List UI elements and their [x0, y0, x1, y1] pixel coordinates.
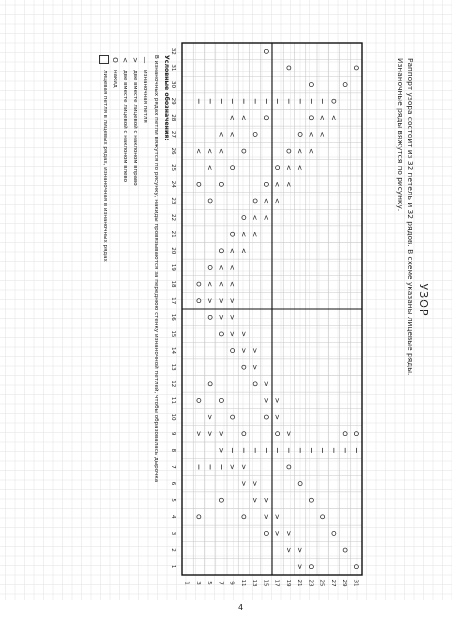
stitch-number: 26 — [170, 147, 176, 155]
left-decrease-mark: < — [228, 247, 237, 254]
yarn-over-mark — [253, 199, 257, 203]
stitch-number: 10 — [170, 413, 176, 421]
yarn-over-mark — [343, 548, 347, 552]
stitch-number: 6 — [170, 481, 176, 486]
right-decrease-mark: > — [295, 563, 304, 570]
yarn-over-mark — [309, 83, 313, 87]
stitch-number: 22 — [170, 214, 176, 222]
yarn-over-mark — [242, 149, 246, 153]
stitch-number: 27 — [170, 130, 176, 138]
right-decrease-mark: > — [239, 480, 248, 487]
stitch-number: 30 — [170, 81, 176, 89]
right-decrease-mark: > — [205, 297, 214, 304]
left-decrease-mark: < — [250, 214, 259, 221]
right-decrease-mark: > — [228, 297, 237, 304]
stitch-number: 2 — [170, 548, 176, 552]
row-number: 5 — [206, 581, 213, 585]
left-decrease-mark: < — [318, 131, 327, 138]
stitch-number: 14 — [170, 347, 176, 355]
left-decrease-mark: < — [228, 131, 237, 138]
right-decrease-mark: > — [273, 397, 282, 404]
left-decrease-mark: < — [216, 281, 225, 287]
right-decrease-mark: > — [273, 513, 282, 520]
right-decrease-mark: > — [239, 331, 248, 337]
stitch-number: 13 — [170, 363, 176, 371]
row-number: 29 — [341, 579, 348, 587]
yarn-over-mark — [208, 199, 212, 203]
right-decrease-mark: > — [216, 314, 225, 321]
left-decrease-mark: < — [273, 198, 282, 204]
left-decrease-mark: < — [284, 181, 293, 188]
row-number: 25 — [318, 579, 325, 587]
row-number: 3 — [194, 581, 201, 585]
legend-note: В изнаночных рядах петли вяжутся по рисунку, накиды провязываются за переднюю стенку изнаночной петлей, чтобы образовалась дырочка — [153, 55, 159, 483]
legend-yarn-over-label: накид — [112, 70, 118, 88]
right-decrease-mark: > — [194, 430, 203, 437]
row-number: 7 — [217, 581, 224, 585]
stitch-number: 24 — [170, 180, 176, 188]
left-decrease-mark: < — [205, 164, 214, 171]
left-decrease-mark: < — [205, 148, 214, 154]
right-decrease-mark: > — [250, 347, 259, 354]
row-number: 31 — [352, 579, 359, 587]
left-decrease-mark: < — [306, 131, 315, 138]
yarn-over-mark — [343, 83, 347, 87]
stitch-number: 19 — [170, 263, 176, 271]
right-decrease-mark: > — [284, 530, 293, 537]
stitch-number: 20 — [170, 247, 176, 255]
row-number: 19 — [284, 579, 291, 587]
stitch-number: 16 — [170, 313, 176, 321]
legend-right-decrease-label: две вместе лицевой с наклоном вправо — [132, 70, 138, 186]
right-decrease-mark: > — [273, 414, 282, 420]
left-decrease-mark: < — [239, 231, 248, 238]
row-number: 1 — [183, 581, 190, 585]
yarn-over-mark — [354, 66, 358, 70]
legend-purl-symbol: — — [141, 56, 149, 64]
yarn-over-mark — [242, 216, 246, 220]
legend-left-decrease-label: две вместе лицевой с наклоном влево — [122, 70, 128, 183]
stitch-number: 7 — [170, 465, 176, 469]
yarn-over-mark — [197, 398, 201, 402]
row-number: 9 — [228, 581, 235, 585]
stitch-number: 31 — [170, 64, 176, 72]
stitch-number: 11 — [170, 396, 176, 404]
yarn-over-mark — [197, 282, 201, 286]
right-decrease-mark: > — [216, 447, 225, 454]
right-decrease-mark: > — [261, 497, 270, 504]
yarn-over-mark — [253, 132, 257, 136]
left-decrease-mark: < — [194, 148, 203, 154]
page-title: УЗОР — [417, 283, 430, 317]
left-decrease-mark: < — [239, 114, 248, 121]
left-decrease-mark: < — [261, 214, 270, 221]
right-decrease-mark: > — [261, 513, 270, 520]
left-decrease-mark: < — [216, 148, 225, 154]
yarn-over-mark — [264, 531, 268, 535]
yarn-over-mark — [264, 415, 268, 419]
legend-purl-label: изнаночная петля — [142, 70, 148, 123]
left-decrease-mark: < — [295, 148, 304, 154]
right-decrease-mark: > — [295, 547, 304, 553]
right-decrease-mark: > — [261, 397, 270, 404]
right-decrease-mark: > — [228, 331, 237, 337]
right-decrease-mark: > — [239, 464, 248, 470]
stitch-number: 21 — [170, 230, 176, 238]
left-decrease-mark: < — [306, 148, 315, 154]
legend-knit-symbol — [99, 55, 109, 64]
right-decrease-mark: > — [261, 380, 270, 387]
yarn-over-mark — [332, 531, 336, 535]
row-number: 27 — [329, 579, 336, 587]
stitch-number: 15 — [170, 330, 176, 338]
stitch-number: 9 — [170, 431, 176, 436]
right-decrease-mark: > — [239, 347, 248, 354]
stitch-number: 3 — [170, 531, 176, 536]
right-decrease-mark: > — [284, 430, 293, 437]
stitch-number: 8 — [170, 448, 176, 453]
row-number: 13 — [251, 579, 258, 587]
left-decrease-mark: < — [228, 114, 237, 121]
left-decrease-mark: < — [216, 131, 225, 138]
left-decrease-mark: < — [250, 231, 259, 238]
stitch-number: 1 — [170, 564, 176, 569]
stitch-number: 23 — [170, 197, 176, 205]
left-decrease-mark: < — [228, 264, 237, 271]
stitch-number: 32 — [170, 47, 176, 55]
stitch-number: 4 — [170, 515, 176, 519]
right-decrease-mark: > — [205, 430, 214, 437]
stitch-number: 5 — [170, 498, 176, 502]
intro-line-1: Раппорт узора состоит из 32 петель и 32 рядов. В схеме указаны лицевые ряды. — [406, 58, 415, 376]
stitch-number: 18 — [170, 280, 176, 288]
row-number: 15 — [262, 579, 269, 587]
right-decrease-mark: > — [216, 430, 225, 437]
left-decrease-mark: < — [216, 264, 225, 271]
right-decrease-mark: > — [228, 314, 237, 321]
right-decrease-mark: > — [250, 480, 259, 487]
legend-yarn-over-symbol: O — [111, 57, 119, 63]
page-number: 4 — [238, 603, 244, 612]
legend-title: Условные обозначения: — [163, 55, 170, 141]
left-decrease-mark: < — [329, 114, 338, 121]
right-decrease-mark: > — [284, 547, 293, 553]
legend-right-decrease-symbol: > — [131, 57, 139, 63]
yarn-over-mark — [208, 265, 212, 269]
right-decrease-mark: > — [250, 364, 259, 371]
left-decrease-mark: < — [273, 181, 282, 188]
stitch-number: 25 — [170, 164, 176, 172]
left-decrease-mark: < — [261, 198, 270, 204]
right-decrease-mark: > — [228, 464, 237, 470]
row-number: 23 — [307, 579, 314, 587]
stitch-number: 17 — [170, 297, 176, 305]
yarn-over-mark — [219, 332, 223, 336]
left-decrease-mark: < — [284, 164, 293, 171]
row-number: 21 — [296, 579, 303, 587]
yarn-over-mark — [231, 349, 235, 353]
left-decrease-mark: < — [295, 164, 304, 171]
left-decrease-mark: < — [239, 247, 248, 254]
yarn-over-mark — [231, 415, 235, 419]
legend-left-decrease-symbol: < — [121, 57, 129, 63]
stitch-number: 29 — [170, 97, 176, 105]
stitch-number: 28 — [170, 114, 176, 122]
right-decrease-mark: > — [205, 414, 214, 420]
left-decrease-mark: < — [205, 281, 214, 287]
right-decrease-mark: > — [216, 297, 225, 304]
stitch-number: 12 — [170, 380, 176, 388]
row-number: 11 — [239, 579, 246, 587]
row-number: 17 — [273, 579, 280, 587]
legend-knit-label: лицевая петля в лицевых рядах, изнаночная в изнаночных рядах — [102, 70, 108, 262]
left-decrease-mark: < — [318, 114, 327, 121]
right-decrease-mark: > — [273, 530, 282, 537]
intro-line-2: Изнаночные ряды вяжутся по рисунку. — [396, 58, 405, 212]
left-decrease-mark: < — [228, 281, 237, 287]
yarn-over-mark — [219, 398, 223, 402]
right-decrease-mark: > — [250, 497, 259, 504]
